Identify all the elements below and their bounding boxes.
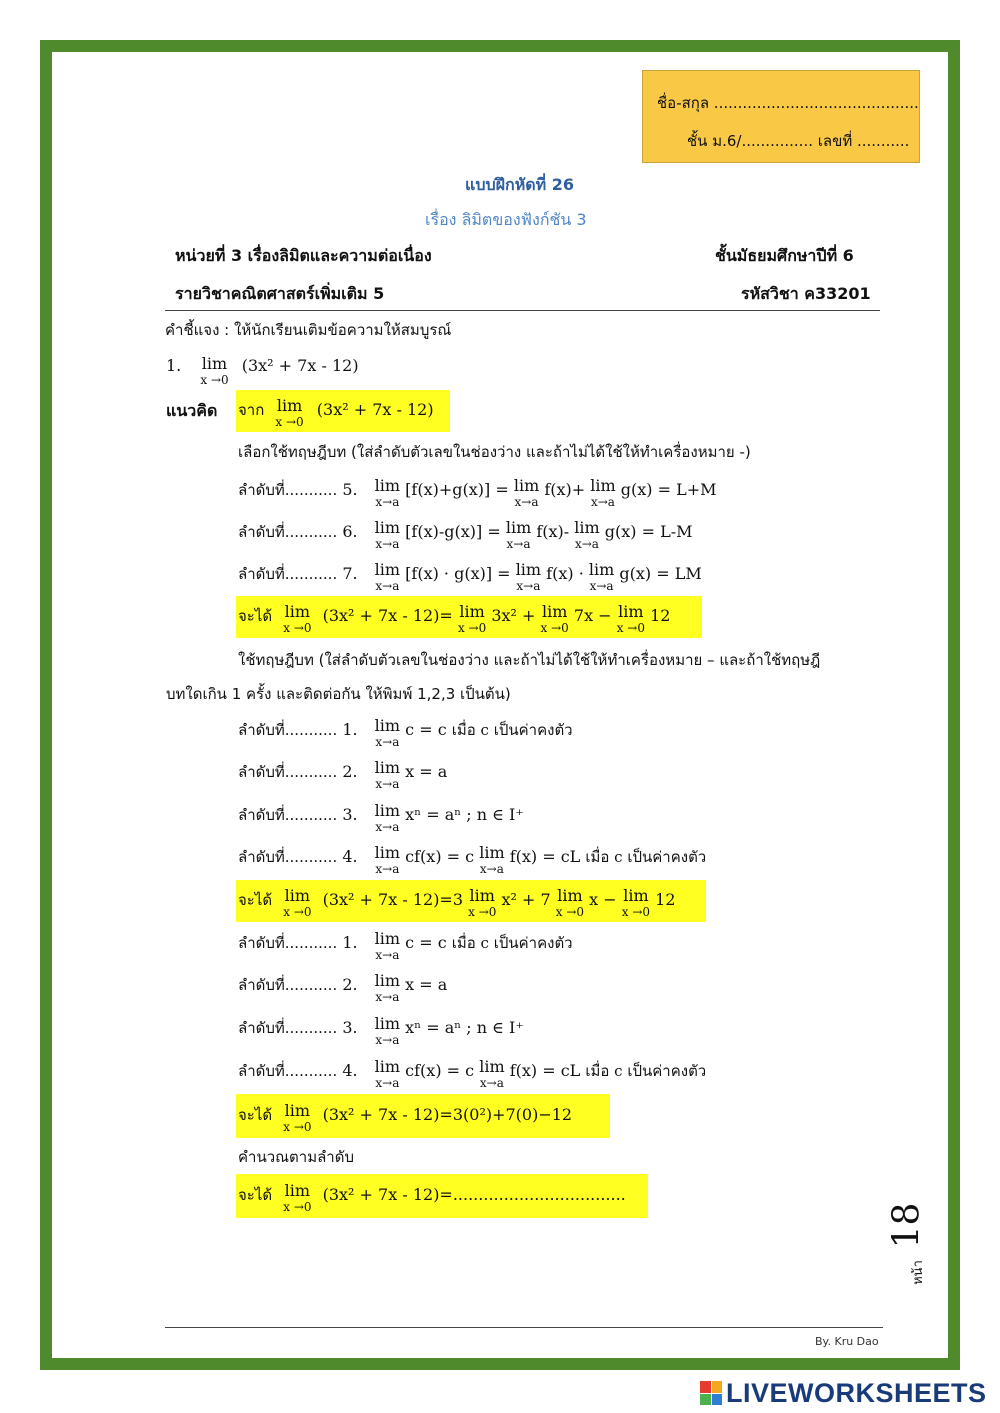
result-1: จะได้ lim x →0 (3x² + 7x - 12)= lim x →0 3x² + lim x →0 7x − lim x →0 12 bbox=[238, 602, 671, 635]
theorem-row-5[interactable]: ลำดับที่........... 5. lim x→a [f(x)+g(x)] = lim x→a f(x)+ lim x→a g(x) = L+M bbox=[238, 476, 717, 509]
use-theorem-text-1: ใช้ทฤษฎีบท (ใส่ลำดับตัวเลขในช่องว่าง และถ้าไม่ได้ใช้ให้ทำเครื่องหมาย – และถ้าใช้ทฤษฎี bbox=[238, 651, 821, 669]
theorem-b-row-2[interactable]: ลำดับที่........... 2. lim x→a x = a bbox=[238, 758, 448, 791]
result-2: จะได้ lim x →0 (3x² + 7x - 12)=3 lim x →0 x² + 7 lim x →0 x − lim x →0 12 bbox=[238, 886, 676, 919]
theorem-b-row-1[interactable]: ลำดับที่........... 1. lim x→a c = c เมื่อ c เป็นค่าคงตัว bbox=[238, 716, 573, 749]
choose-theorem-text: เลือกใช้ทฤษฎีบท (ใส่ลำดับตัวเลขในช่องว่าง และถ้าไม่ได้ใช้ให้ทำเครื่องหมาย -) bbox=[238, 443, 751, 461]
class-field-label[interactable]: ชั้น ม.6/............... เลขที่ ........... bbox=[687, 132, 910, 150]
name-field-label[interactable]: ชื่อ-สกุล ........................................... bbox=[657, 94, 919, 112]
liveworksheets-logo[interactable] bbox=[700, 1378, 987, 1408]
result-4-answer[interactable]: จะได้ lim x →0 (3x² + 7x - 12)=.................................. bbox=[238, 1181, 626, 1214]
use-theorem-text-2: บทใดเกิน 1 ครั้ง และติดต่อกัน ให้พิมพ์ 1,2,3 เป็นต้น) bbox=[166, 685, 511, 703]
approach-label: แนวคิด bbox=[166, 401, 218, 420]
grade-label: ชั้นมัธยมศึกษาปีที่ 6 bbox=[715, 246, 854, 265]
calc-text: คำนวณตามลำดับ bbox=[238, 1148, 354, 1166]
limit-operator: lim x →0 bbox=[200, 354, 229, 387]
theorem-c-row-1[interactable]: ลำดับที่........... 1. lim x→a c = c เมื่อ c เป็นค่าคงตัว bbox=[238, 929, 573, 962]
theorem-row-6[interactable]: ลำดับที่........... 6. lim x→a [f(x)-g(x)] = lim x→a f(x)- lim x→a g(x) = L-M bbox=[238, 518, 693, 551]
footer-divider bbox=[165, 1327, 883, 1328]
theorem-b-row-4[interactable]: ลำดับที่........... 4. lim x→a cf(x) = c lim x→a f(x) = cL เมื่อ c เป็นค่าคงตัว bbox=[238, 843, 707, 876]
exercise-subtitle: เรื่อง ลิมิตของฟังก์ชัน 3 bbox=[425, 210, 587, 229]
liveworksheets-icon bbox=[700, 1381, 722, 1405]
from-statement: จาก lim x →0 (3x² + 7x - 12) bbox=[238, 396, 434, 429]
instruction-text: คำชี้แจง : ให้นักเรียนเติมข้อความให้สมบูรณ์ bbox=[165, 321, 452, 339]
question-1 bbox=[166, 356, 359, 386]
page-label: หน้า bbox=[910, 1260, 926, 1285]
page-number: 18 bbox=[886, 1202, 928, 1249]
unit-label: หน่วยที่ 3 เรื่องลิมิตและความต่อเนื่อง bbox=[175, 246, 432, 265]
subject-label: รายวิชาคณิตศาสตร์เพิ่มเติม 5 bbox=[175, 284, 385, 303]
question-expression: (3x² + 7x - 12) bbox=[241, 356, 359, 375]
theorem-c-row-2[interactable]: ลำดับที่........... 2. lim x→a x = a bbox=[238, 971, 448, 1004]
theorem-row-7[interactable]: ลำดับที่........... 7. lim x→a [f(x) · g(x)] = lim x→a f(x) · lim x→a g(x) = LM bbox=[238, 560, 702, 593]
question-number: 1. bbox=[166, 356, 182, 375]
theorem-c-row-3[interactable]: ลำดับที่........... 3. lim x→a xⁿ = aⁿ ; n ∈ I⁺ bbox=[238, 1014, 524, 1047]
student-info-box bbox=[642, 70, 920, 163]
header-divider bbox=[165, 310, 880, 311]
theorem-b-row-3[interactable]: ลำดับที่........... 3. lim x→a xⁿ = aⁿ ; n ∈ I⁺ bbox=[238, 801, 524, 834]
exercise-title: แบบฝึกหัดที่ 26 bbox=[465, 175, 575, 194]
byline: By. Kru Dao bbox=[815, 1335, 879, 1348]
theorem-c-row-4[interactable]: ลำดับที่........... 4. lim x→a cf(x) = c lim x→a f(x) = cL เมื่อ c เป็นค่าคงตัว bbox=[238, 1057, 707, 1090]
subject-code: รหัสวิชา ค33201 bbox=[741, 284, 871, 303]
result-3: จะได้ lim x →0 (3x² + 7x - 12)=3(0²)+7(0)−12 bbox=[238, 1101, 573, 1134]
brand-name: LIVEWORKSHEETS bbox=[726, 1377, 987, 1408]
